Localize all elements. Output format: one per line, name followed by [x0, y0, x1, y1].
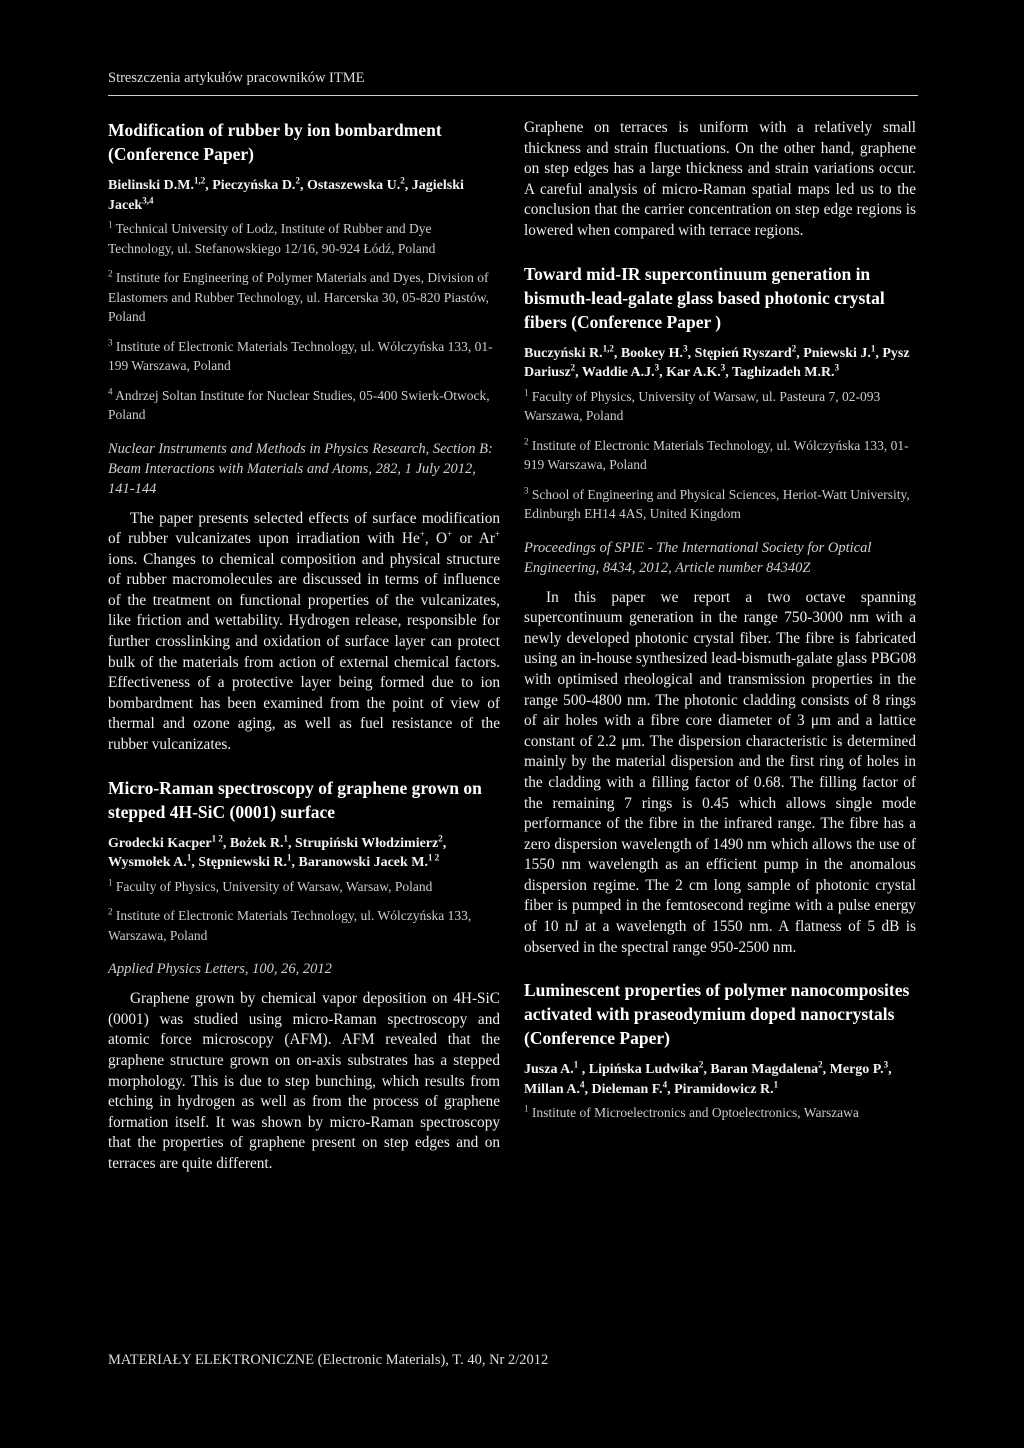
- affiliation: $^3$ Institute of Electronic Materials Technology, ul. Wólczyńska 133, 01-199 Warszawa, Poland: [108, 337, 493, 373]
- article-title: Luminescent properties of polymer nanocomposites activated with praseodymium doped nanocrystals (Conference Paper): [524, 980, 910, 1049]
- citation: Nuclear Instruments and Methods in Physics Research, Section B: Beam Interactions with Materials and Atoms, 282, 1 July 2012, 141-144: [108, 440, 493, 497]
- affiliation: $^4$ Andrzej Soltan Institute for Nuclear Studies, 05-400 Swierk-Otwock, Poland: [108, 386, 490, 422]
- page-footer: MATERIAŁY ELEKTRONICZNE (Electronic Materials), T. 40, Nr 2/2012: [108, 1352, 549, 1368]
- left-column: [108, 118, 500, 1194]
- affiliation: $^3$ School of Engineering and Physical Sciences, Heriot-Watt University, Edinburgh EH14 4AS, United Kingdom: [524, 485, 910, 522]
- running-header: Streszczenia artykułów pracowników ITME: [108, 70, 365, 86]
- affiliation: $^2$ Institute of Electronic Materials Technology, ul. Wólczyńska 133, 01-919 Warszawa, Poland: [524, 436, 909, 473]
- abstract-continued: Graphene on terraces is uniform with a relatively small thickness and strain fluctuations. On the other hand, graphene on step edges has a large thickness and strain variations occur. A careful analysis of micro-Raman spatial maps led us to the conclusion that the carrier concentration on step edge regions is lowered when compared with terrace regions.: [524, 119, 916, 239]
- affiliation: $^1$ Faculty of Physics, University of Warsaw, Warsaw, Poland: [108, 877, 433, 894]
- right-column: [524, 118, 916, 1133]
- article-title: Modification of rubber by ion bombardment (Conference Paper): [108, 120, 442, 164]
- article-rubber-ion-bombardment: [108, 118, 500, 756]
- article-title: Toward mid-IR supercontinuum generation in bismuth-lead-galate glass based photonic crystal fibers (Conference Paper ): [524, 263, 885, 332]
- affiliation: $^1$ Faculty of Physics, University of Warsaw, ul. Pasteura 7, 02-093 Warszawa, Poland: [524, 387, 881, 424]
- affiliation: $^1$ Institute of Microelectronics and Optoelectronics, Warszawa: [524, 1103, 859, 1121]
- citation: Applied Physics Letters, 100, 26, 2012: [108, 961, 332, 978]
- article-authors: Jusza A.$^1$ , Lipińska Ludwika$^2$, Baran Magdalena$^2$, Mergo P.$^3$, Millan A.$^4$, Dieleman F.$^4$, Piramidowicz R.$^1$: [524, 1059, 892, 1097]
- article-micro-raman-graphene: [108, 776, 500, 1175]
- article-authors: Buczyński R.$^{1,2}$, Bookey H.$^3$, Stępień Ryszard$^2$, Pniewski J.$^1$, Pysz Dariusz$^2$, Waddie A.J.$^3$, Kar A.K.$^3$, Taghizadeh M.R.$^3$: [524, 342, 910, 381]
- article-mid-ir-supercontinuum: [524, 262, 916, 959]
- article-authors: Bielinski D.M.$^{1,2}$, Pieczyńska D.$^2$, Ostaszewska U.$^2$, Jagielski Jacek$^{3,4}$: [108, 175, 464, 213]
- affiliation: $^2$ Institute of Electronic Materials Technology, ul. Wólczyńska 133, Warszawa, Poland: [108, 906, 472, 943]
- header-rule: [108, 95, 918, 96]
- abstract: In this paper we report a two octave spanning supercontinuum generation in the range 750-3000 nm with a newly developed photonic crystal fiber. The fibre is fabricated using an in-house synthesized lead-bismuth-galate glass PBG08 with optimised rheological and transmission properties in the range 500-4800 nm. The photonic cladding consists of 8 rings of air holes with a fibre core diameter of 3 μm and a lattice constant of 2.2 μm. The dispersion characteristic is determined mainly by the material dispersion and the first ring of holes in the cladding with a filling factor of 0.68. The filling factor of the remaining 7 rings is 0.45 which allows single mode performance of the fibre in the infrared range. The fibre has a zero dispersion wavelength of 1490 nm which allows the use of 1550 nm wavelength as an efficient pump in the anomalous dispersion regime. The 2 cm long sample of photonic crystal fiber is pumped in the femtosecond regime with a pulse energy of 10 nJ at a wavelength of 1550 nm. A flatness of 5 dB is observed in the spectral range 950-2500 nm.: [524, 588, 916, 956]
- affiliation: $^2$ Institute for Engineering of Polymer Materials and Dyes, Division of Elastomers and Rubber Technology, ul. Harcerska 30, 05-820 Piastów, Poland: [108, 268, 489, 324]
- abstract: Graphene grown by chemical vapor deposition on 4H-SiC (0001) was studied using micro-Raman spectroscopy and atomic force microscopy (AFM). AFM revealed that the graphene structure grown on on-axis substrates has a stepped morphology. This is due to step bunching, which results from etching in hydrogen as well as from the process of graphene formation itself. It was shown by micro-Raman spectroscopy that the properties of graphene present on step edges and on terraces are quite different.: [108, 990, 500, 1172]
- article-title: Micro-Raman spectroscopy of graphene grown on stepped 4H-SiC (0001) surface: [108, 777, 482, 822]
- affiliation: $^1$ Technical University of Lodz, Institute of Rubber and Dye Technology, ul. Stefanowskiego 12/16, 90-924 Łódź, Poland: [108, 219, 436, 256]
- abstract: The paper presents selected effects of surface modification of rubber vulcanizates upon irradiation with He+, O+ or Ar+ ions. Changes to chemical composition and physical structure of rubber macromolecules are discussed in terms of influence of the treatment on functional properties of the vulcanizates, like friction and wettability. Hydrogen release, responsible for further crosslinking and oxidation of surface layer can protect bulk of the materials from action of external chemical factors. Effectiveness of a protective layer being formed due to ion bombardment has been examined from the point of view of thermal and ozone aging, as well as fuel resistance of the rubber vulcanizates.: [108, 509, 500, 754]
- article-authors: Grodecki Kacper$^{1 2}$, Bożek R.$^1$, Strupiński Włodzimierz$^2$, Wysmołek A.$^1$, Stępniewski R.$^1$, Baranowski Jacek M.$^{1 2}$: [108, 832, 447, 871]
- citation: Proceedings of SPIE - The International Society for Optical Engineering, 8434, 2012, Article number 84340Z: [524, 539, 872, 576]
- article-luminescent-nanocomposites: [524, 978, 916, 1123]
